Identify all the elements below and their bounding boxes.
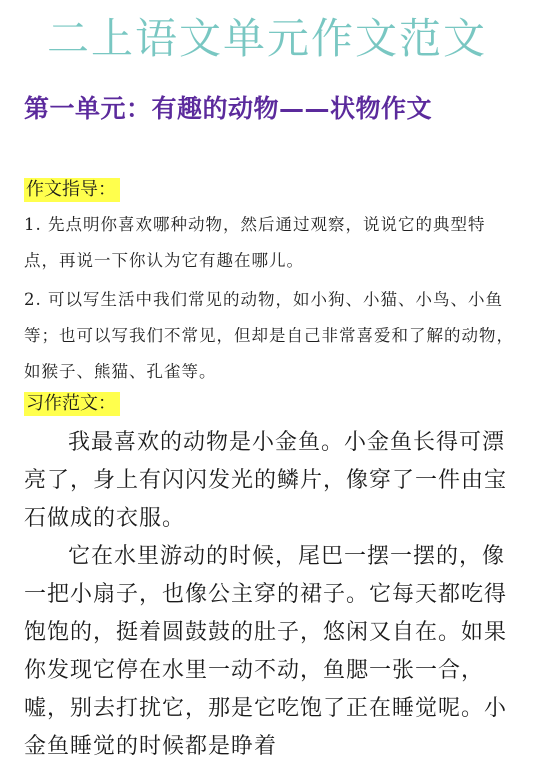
- sample-essay: [24, 424, 514, 766]
- sample-label: 习作范文：: [24, 392, 120, 416]
- unit-title: 第一单元：有趣的动物——状物作文: [24, 94, 433, 123]
- guide-label: 作文指导：: [24, 178, 120, 202]
- page-title: 二上语文单元作文范文: [46, 14, 487, 63]
- guide-item-1: 1. 先点明你喜欢哪种动物，然后通过观察，说说它的典型特点，再说一下你认为它有趣在哪儿。: [24, 215, 486, 270]
- guide-item-2: 2. 可以写生活中我们常见的动物，如小狗、小猫、小鸟、小鱼等；也可以写我们不常见，但却是自己非常喜爱和了解的动物，如猴子、熊猫、孔雀等。: [24, 290, 514, 381]
- essay-paragraph-1: 我最喜欢的动物是小金鱼。小金鱼长得可漂亮了，身上有闪闪发光的鳞片，像穿了一件由宝石做成的衣服。: [24, 430, 508, 531]
- essay-paragraph-2: 它在水里游动的时候，尾巴一摆一摆的，像一把小扇子，也像公主穿的裙子。它每天都吃得饱饱的，挺着圆鼓鼓的肚子，悠闲又自在。如果你发现它停在水里一动不动，鱼腮一张一合，嘘，别去打扰它，那是它吃饱了正在睡觉呢。小金鱼睡觉的时候都是睁着: [24, 544, 508, 759]
